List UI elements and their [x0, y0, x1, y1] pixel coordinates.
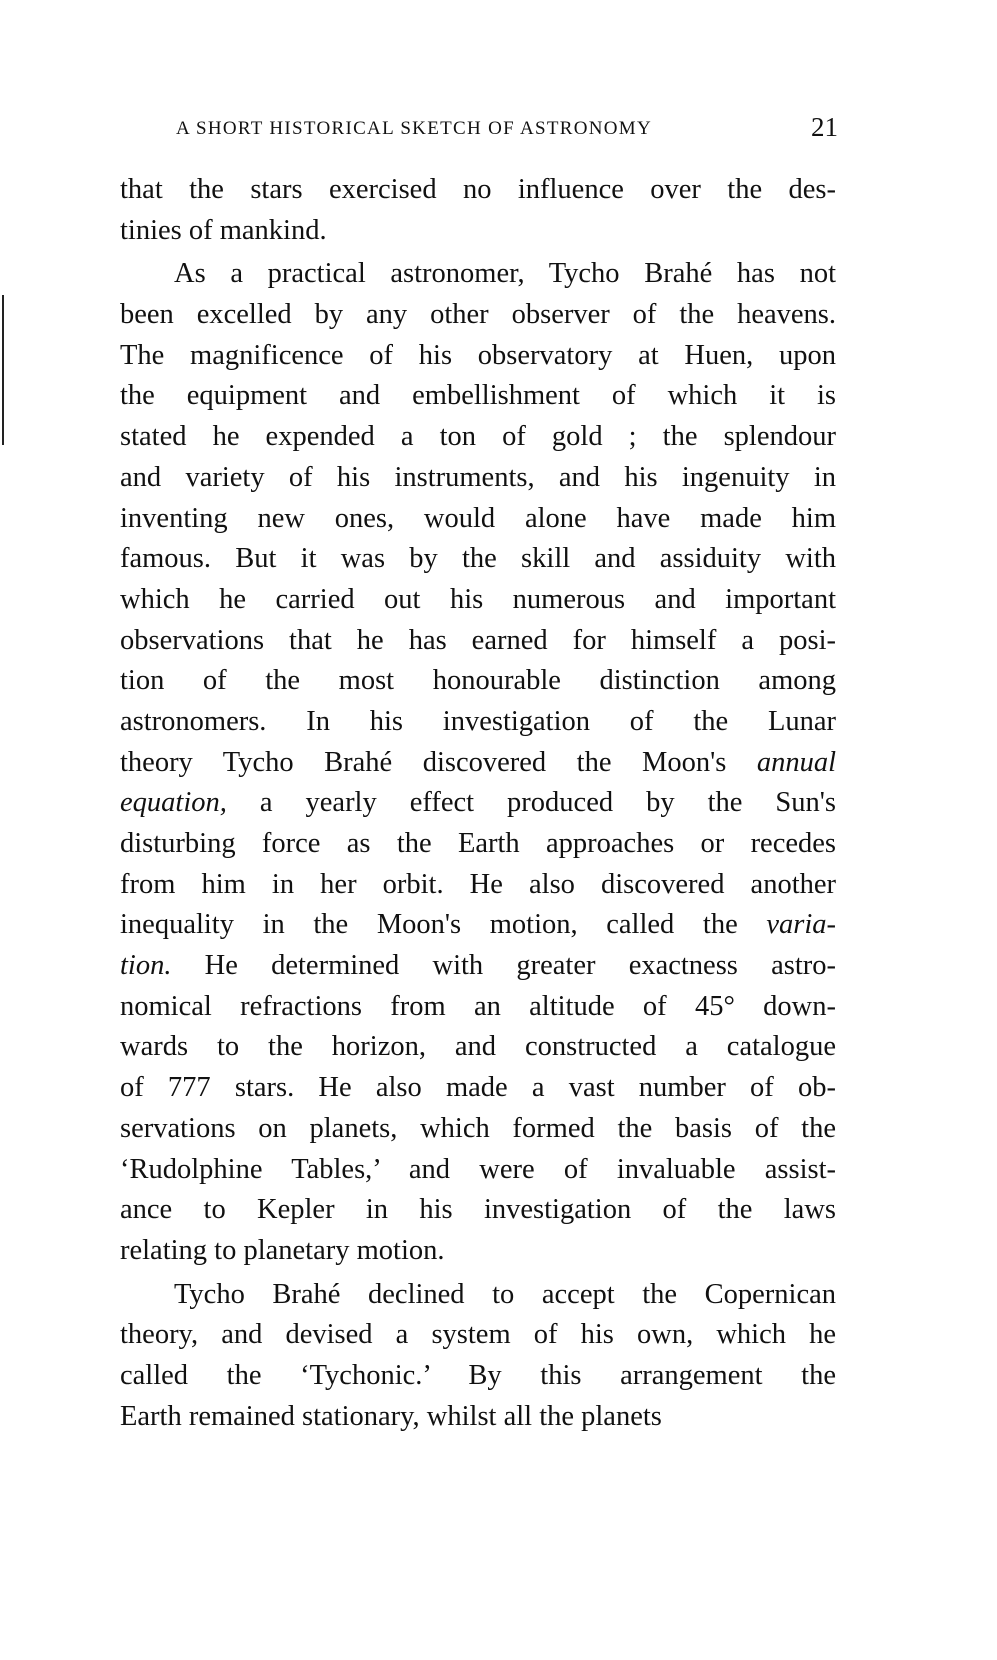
text-line: of 777 stars. He also made a vast number of ob-	[120, 1072, 836, 1104]
running-header	[176, 112, 838, 146]
text-line: tion. He determined with greater exactness astro-	[120, 950, 836, 982]
text-line: ‘Rudolphine Tables,’ and were of invaluable assist-	[120, 1153, 836, 1185]
text-line: theory, and devised a system of his own, which he	[120, 1319, 836, 1351]
text-line: been excelled by any other observer of the heavens.	[120, 299, 836, 331]
text-line: and variety of his instruments, and his ingenuity in	[120, 461, 836, 493]
text-line: inequality in the Moon's motion, called the varia-	[120, 909, 836, 941]
margin-line	[2, 295, 4, 445]
text-line: disturbing force as the Earth approaches or recedes	[120, 828, 836, 859]
page-body	[120, 170, 836, 1437]
text-line: which he carried out his numerous and important	[120, 583, 836, 615]
page-number: 21	[811, 112, 838, 142]
text-line: Earth remained stationary, whilst all the planets	[120, 1400, 662, 1432]
text-line: servations on planets, which formed the basis of the	[120, 1112, 836, 1144]
text-line: that the stars exercised no influence over the des-	[120, 174, 836, 205]
text-line: The magnificence of his observatory at Huen, upon	[120, 339, 836, 371]
running-title: A SHORT HISTORICAL SKETCH OF ASTRONOMY	[176, 118, 652, 139]
text-line: relating to planetary motion.	[120, 1234, 445, 1266]
text-line: theory Tycho Brahé discovered the Moon's annual	[120, 746, 836, 778]
text-line: tinies of mankind.	[120, 214, 327, 246]
text-line: called the ‘Tychonic.’ By this arrangement the	[120, 1359, 836, 1391]
text-line: the equipment and embellishment of which it is	[120, 380, 836, 412]
text-line: nomical refractions from an altitude of 45° down-	[120, 990, 836, 1022]
text-line: Tycho Brahé declined to accept the Copernican	[174, 1278, 836, 1310]
text-line: ance to Kepler in his investigation of the laws	[120, 1194, 836, 1226]
text-line: tion of the most honourable distinction among	[120, 665, 836, 697]
text-line: stated he expended a ton of gold ; the splendour	[120, 421, 836, 453]
text-line: equation, a yearly effect produced by the Sun's	[120, 787, 836, 819]
text-line: famous. But it was by the skill and assiduity with	[120, 543, 836, 575]
text-line: wards to the horizon, and constructed a catalogue	[120, 1031, 836, 1063]
text-line: inventing new ones, would alone have made him	[120, 502, 836, 534]
text-line: observations that he has earned for himself a posi-	[120, 624, 836, 656]
text-line: astronomers. In his investigation of the Lunar	[120, 705, 836, 737]
text-line: As a practical astronomer, Tycho Brahé has not	[174, 258, 836, 290]
text-line: from him in her orbit. He also discovered another	[120, 868, 836, 900]
